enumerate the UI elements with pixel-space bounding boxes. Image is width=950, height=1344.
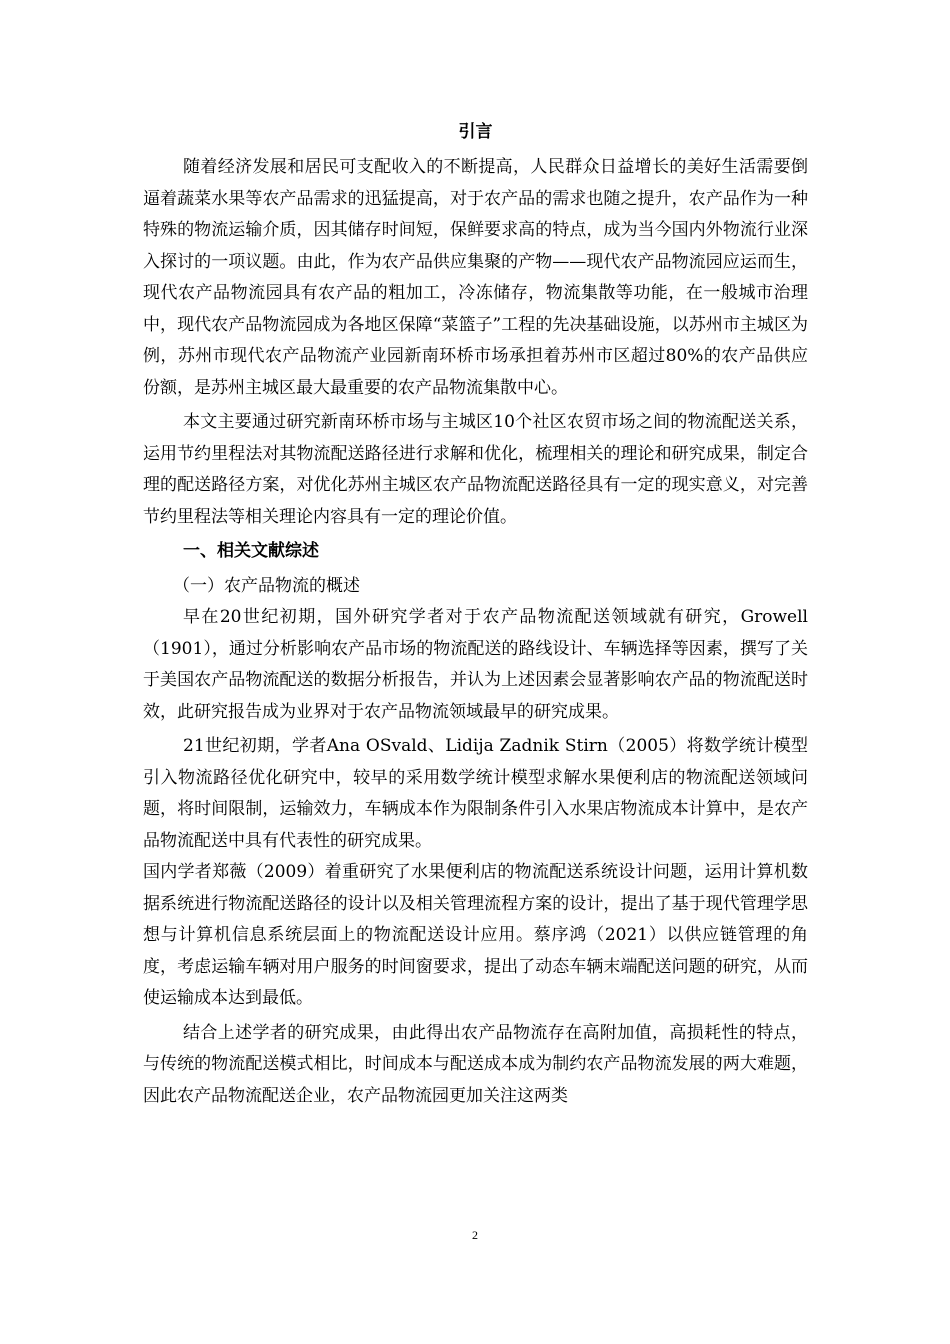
review-paragraph-4: 结合上述学者的研究成果，由此得出农产品物流存在高附加值，高损耗性的特点，与传统的物流配送模式相比，时间成本与配送成本成为制约农产品物流发展的两大难题，因此农产品物流配送企业，农产品物流园更加关注这两类 bbox=[143, 1022, 808, 1106]
page-number: 2 bbox=[472, 1228, 478, 1242]
document-page bbox=[143, 112, 808, 1112]
review-paragraph-3: 国内学者郑薇（2009）着重研究了水果便利店的物流配送系统设计问题，运用计算机数据系统进行物流配送路径的设计以及相关管理流程方案的设计，提出了基于现代管理学思想与计算机信息系统层面上的物流配送设计应用。蔡序鸿（2021）以供应链管理的角度，考虑运输车辆对用户服务的时间窗要求，提出了动态车辆末端配送问题的研究，从而使运输成本达到最低。 bbox=[143, 862, 808, 1008]
section-heading: 一、相关文献综述 bbox=[183, 541, 319, 561]
intro-paragraph-2: 本文主要通过研究新南环桥市场与主城区10个社区农贸市场之间的物流配送关系，运用节约里程法对其物流配送路径进行求解和优化，梳理相关的理论和研究成果，制定合理的配送路径方案，对优化苏州主城区农产品物流配送路径具有一定的现实意义，对完善节约里程法等相关理论内容具有一定的理论价值。 bbox=[143, 412, 808, 527]
subsection-heading: （一）农产品物流的概述 bbox=[173, 575, 360, 596]
review-paragraph-1: 早在20世纪初期，国外研究学者对于农产品物流配送领域就有研究，Growell（1901），通过分析影响农产品市场的物流配送的路线设计、车辆选择等因素，撰写了关于美国农产品物流配送的数据分析报告，并认为上述因素会显著影响农产品的物流配送时效，此研究报告成为业界对于农产品物流领域最早的研究成果。 bbox=[143, 607, 808, 722]
page-title: 引言 bbox=[458, 122, 493, 142]
review-paragraph-2: 21世纪初期，学者Ana OSvald、Lidija Zadnik Stirn（2005）将数学统计模型引入物流路径优化研究中，较早的采用数学统计模型求解水果便利店的物流配送领域问题，将时间限制，运输效力，车辆成本作为限制条件引入水果店物流成本计算中，是农产品物流配送中具有代表性的研究成果。 bbox=[143, 736, 808, 851]
intro-paragraph-1: 随着经济发展和居民可支配收入的不断提高，人民群众日益增长的美好生活需要倒逼着蔬菜水果等农产品需求的迅猛提高，对于农产品的需求也随之提升，农产品作为一种特殊的物流运输介质，因其储存时间短，保鲜要求高的特点，成为当今国内外物流行业深入探讨的一项议题。由此，作为农产品供应集聚的产物——现代农产品物流园应运而生，现代农产品物流园具有农产品的粗加工，冷冻储存，物流集散等功能，在一般城市治理中，现代农产品物流园成为各地区保障“菜篮子”工程的先决基础设施，以苏州市主城区为例，苏州市现代农产品物流产业园新南环桥市场承担着苏州市区超过80%的农产品供应份额，是苏州主城区最大最重要的农产品物流集散中心。 bbox=[143, 157, 808, 398]
